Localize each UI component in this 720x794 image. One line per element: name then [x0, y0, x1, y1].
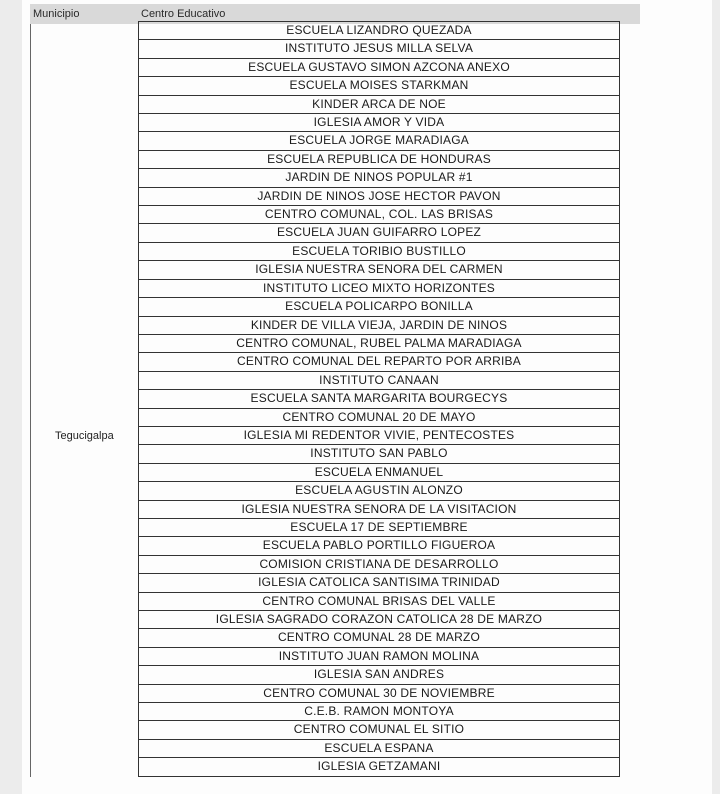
document-page: [22, 0, 712, 794]
table-row: ESCUELA TORIBIO BUSTILLO: [139, 243, 619, 261]
header-municipio: Municipio: [33, 8, 80, 20]
table-row: C.E.B. RAMON MONTOYA: [139, 703, 619, 721]
table-row: ESCUELA MOISES STARKMAN: [139, 77, 619, 95]
table-row: ESCUELA SANTA MARGARITA BOURGECYS: [139, 390, 619, 408]
table-row: KINDER DE VILLA VIEJA, JARDIN DE NINOS: [139, 317, 619, 335]
table-row: CENTRO COMUNAL DEL REPARTO POR ARRIBA: [139, 353, 619, 371]
table-row: CENTRO COMUNAL 20 DE MAYO: [139, 409, 619, 427]
centros-list: [138, 21, 620, 777]
table-row: CENTRO COMUNAL 30 DE NOVIEMBRE: [139, 685, 619, 703]
table-row: IGLESIA SAN ANDRES: [139, 666, 619, 684]
header-centro-educativo: Centro Educativo: [141, 8, 226, 20]
table-row: CENTRO COMUNAL 28 DE MARZO: [139, 629, 619, 647]
table-row: INSTITUTO JUAN RAMON MOLINA: [139, 648, 619, 666]
table-row: IGLESIA GETZAMANI: [139, 758, 619, 776]
table-row: ESCUELA LIZANDRO QUEZADA: [139, 22, 619, 40]
table-row: IGLESIA CATOLICA SANTISIMA TRINIDAD: [139, 574, 619, 592]
table-row: ESCUELA ESPANA: [139, 740, 619, 758]
table-row: ESCUELA AGUSTIN ALONZO: [139, 482, 619, 500]
table-row: IGLESIA SAGRADO CORAZON CATOLICA 28 DE MARZO: [139, 611, 619, 629]
table-row: CENTRO COMUNAL, COL. LAS BRISAS: [139, 206, 619, 224]
table-row: CENTRO COMUNAL BRISAS DEL VALLE: [139, 593, 619, 611]
table-row: ESCUELA REPUBLICA DE HONDURAS: [139, 151, 619, 169]
table-row: ESCUELA GUSTAVO SIMON AZCONA ANEXO: [139, 59, 619, 77]
table-row: ESCUELA JORGE MARADIAGA: [139, 132, 619, 150]
table-row: IGLESIA NUESTRA SENORA DEL CARMEN: [139, 261, 619, 279]
table-row: INSTITUTO CANAAN: [139, 372, 619, 390]
table-row: IGLESIA AMOR Y VIDA: [139, 114, 619, 132]
table-row: COMISION CRISTIANA DE DESARROLLO: [139, 556, 619, 574]
table-row: INSTITUTO LICEO MIXTO HORIZONTES: [139, 280, 619, 298]
table-row: CENTRO COMUNAL EL SITIO: [139, 721, 619, 739]
table-row: JARDIN DE NINOS JOSE HECTOR PAVON: [139, 188, 619, 206]
municipio-column: [30, 24, 139, 777]
table-row: ESCUELA ENMANUEL: [139, 464, 619, 482]
table-row: CENTRO COMUNAL, RUBEL PALMA MARADIAGA: [139, 335, 619, 353]
table-row: KINDER ARCA DE NOE: [139, 96, 619, 114]
table-row: IGLESIA NUESTRA SENORA DE LA VISITACION: [139, 501, 619, 519]
table-row: ESCUELA JUAN GUIFARRO LOPEZ: [139, 224, 619, 242]
table-row: INSTITUTO SAN PABLO: [139, 445, 619, 463]
table-row: ESCUELA PABLO PORTILLO FIGUEROA: [139, 537, 619, 555]
municipio-name: Tegucigalpa: [55, 430, 114, 442]
table-row: INSTITUTO JESUS MILLA SELVA: [139, 40, 619, 58]
table-row: ESCUELA POLICARPO BONILLA: [139, 298, 619, 316]
table-row: ESCUELA 17 DE SEPTIEMBRE: [139, 519, 619, 537]
table-row: JARDIN DE NINOS POPULAR #1: [139, 169, 619, 187]
table-row: IGLESIA MI REDENTOR VIVIE, PENTECOSTES: [139, 427, 619, 445]
